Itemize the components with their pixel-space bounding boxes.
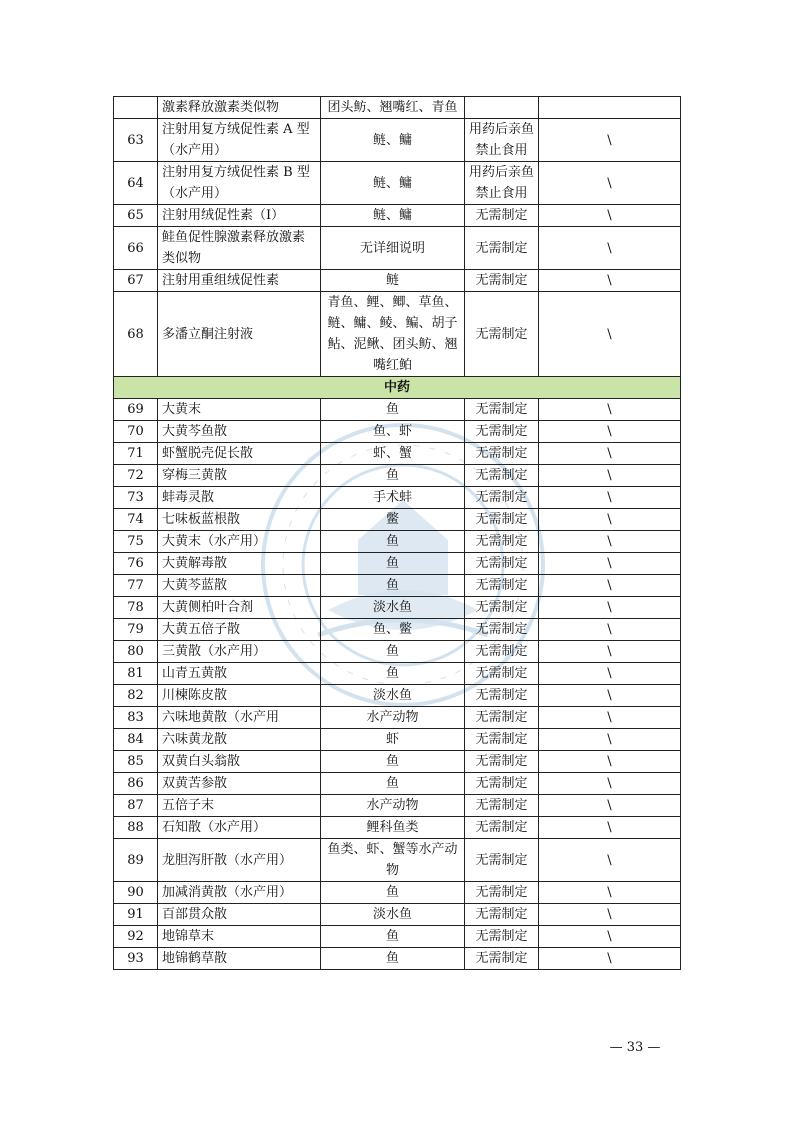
max-residue-limit-cell: \	[539, 227, 681, 270]
table-row	[114, 773, 681, 795]
withdrawal-period-cell: 无需制定	[465, 575, 539, 597]
table-row	[114, 97, 681, 119]
drug-name-cell: 大黄侧柏叶合剂	[158, 597, 321, 619]
drug-name-cell: 七味板蓝根散	[158, 509, 321, 531]
target-species-cell: 鲢	[321, 270, 465, 292]
row-number-cell: 90	[114, 882, 158, 904]
max-residue-limit-cell: \	[539, 773, 681, 795]
drug-name-cell: 双黄苦参散	[158, 773, 321, 795]
table-row	[114, 839, 681, 882]
drug-name-cell: 六味地黄散（水产用	[158, 707, 321, 729]
table-row	[114, 399, 681, 421]
row-number-cell: 77	[114, 575, 158, 597]
withdrawal-period-cell: 无需制定	[465, 641, 539, 663]
max-residue-limit-cell: \	[539, 597, 681, 619]
drug-name-cell: 鲑鱼促性腺激素释放激素类似物	[158, 227, 321, 270]
withdrawal-period-cell: 无需制定	[465, 948, 539, 970]
table-row	[114, 926, 681, 948]
withdrawal-period-cell: 无需制定	[465, 751, 539, 773]
target-species-cell: 鱼	[321, 948, 465, 970]
max-residue-limit-cell: \	[539, 948, 681, 970]
drug-name-cell: 大黄芩鱼散	[158, 421, 321, 443]
target-species-cell: 水产动物	[321, 795, 465, 817]
target-species-cell: 团头鲂、翘嘴红、青鱼	[321, 97, 465, 119]
drug-name-cell: 注射用绒促性素（I）	[158, 205, 321, 227]
target-species-cell: 无详细说明	[321, 227, 465, 270]
max-residue-limit-cell: \	[539, 465, 681, 487]
table-row	[114, 270, 681, 292]
target-species-cell: 鳖	[321, 509, 465, 531]
row-number-cell: 71	[114, 443, 158, 465]
max-residue-limit-cell: \	[539, 904, 681, 926]
table-row	[114, 162, 681, 205]
withdrawal-period-cell: 无需制定	[465, 465, 539, 487]
withdrawal-period-cell: 用药后亲鱼禁止食用	[465, 162, 539, 205]
withdrawal-period-cell: 无需制定	[465, 817, 539, 839]
row-number-cell: 87	[114, 795, 158, 817]
target-species-cell: 鱼	[321, 882, 465, 904]
max-residue-limit-cell: \	[539, 509, 681, 531]
withdrawal-period-cell: 无需制定	[465, 205, 539, 227]
max-residue-limit-cell: \	[539, 292, 681, 377]
table-row	[114, 948, 681, 970]
max-residue-limit-cell: \	[539, 399, 681, 421]
withdrawal-period-cell: 无需制定	[465, 553, 539, 575]
max-residue-limit-cell: \	[539, 729, 681, 751]
withdrawal-period-cell: 无需制定	[465, 795, 539, 817]
withdrawal-period-cell: 无需制定	[465, 729, 539, 751]
max-residue-limit-cell: \	[539, 487, 681, 509]
table-row	[114, 729, 681, 751]
withdrawal-period-cell: 无需制定	[465, 227, 539, 270]
drug-name-cell: 虾蟹脱壳促长散	[158, 443, 321, 465]
row-number-cell: 88	[114, 817, 158, 839]
drug-name-cell: 注射用重组绒促性素	[158, 270, 321, 292]
drug-name-cell: 石知散（水产用）	[158, 817, 321, 839]
row-number-cell: 78	[114, 597, 158, 619]
withdrawal-period-cell: 无需制定	[465, 685, 539, 707]
table-row	[114, 553, 681, 575]
max-residue-limit-cell: \	[539, 817, 681, 839]
withdrawal-period-cell: 无需制定	[465, 773, 539, 795]
drug-name-cell: 多潘立酮注射液	[158, 292, 321, 377]
table-row	[114, 795, 681, 817]
drug-name-cell: 穿梅三黄散	[158, 465, 321, 487]
target-species-cell: 鱼	[321, 553, 465, 575]
target-species-cell: 鱼	[321, 465, 465, 487]
row-number-cell: 86	[114, 773, 158, 795]
withdrawal-period-cell: 无需制定	[465, 531, 539, 553]
target-species-cell: 鲢、鳙	[321, 162, 465, 205]
table-row	[114, 487, 681, 509]
max-residue-limit-cell: \	[539, 641, 681, 663]
withdrawal-period-cell: 无需制定	[465, 597, 539, 619]
row-number-cell: 75	[114, 531, 158, 553]
drug-name-cell: 双黄白头翁散	[158, 751, 321, 773]
table-row	[114, 509, 681, 531]
drug-name-cell: 大黄末（水产用）	[158, 531, 321, 553]
table-row	[114, 205, 681, 227]
section-header-chinese-medicine: 中药	[114, 377, 681, 399]
withdrawal-period-cell: 无需制定	[465, 926, 539, 948]
drug-name-cell: 六味黄龙散	[158, 729, 321, 751]
table-row	[114, 531, 681, 553]
target-species-cell: 淡水鱼	[321, 685, 465, 707]
drug-name-cell: 山青五黄散	[158, 663, 321, 685]
withdrawal-period-cell: 用药后亲鱼禁止食用	[465, 119, 539, 162]
max-residue-limit-cell: \	[539, 839, 681, 882]
drug-name-cell: 川楝陈皮散	[158, 685, 321, 707]
max-residue-limit-cell: \	[539, 882, 681, 904]
target-species-cell: 鱼	[321, 663, 465, 685]
table-row	[114, 597, 681, 619]
row-number-cell: 82	[114, 685, 158, 707]
row-number-cell: 66	[114, 227, 158, 270]
target-species-cell: 鱼、虾	[321, 421, 465, 443]
table-row	[114, 619, 681, 641]
row-number-cell: 74	[114, 509, 158, 531]
row-number-cell: 65	[114, 205, 158, 227]
table-body-top	[114, 97, 681, 377]
table-row	[114, 443, 681, 465]
max-residue-limit-cell: \	[539, 663, 681, 685]
drug-name-cell: 蚌毒灵散	[158, 487, 321, 509]
row-number-cell: 64	[114, 162, 158, 205]
target-species-cell: 鱼	[321, 575, 465, 597]
drug-name-cell: 五倍子末	[158, 795, 321, 817]
max-residue-limit-cell: \	[539, 553, 681, 575]
row-number-cell: 92	[114, 926, 158, 948]
table-body-bottom	[114, 399, 681, 970]
row-number-cell: 83	[114, 707, 158, 729]
target-species-cell: 淡水鱼	[321, 597, 465, 619]
drug-name-cell: 大黄末	[158, 399, 321, 421]
drug-name-cell: 激素释放激素类似物	[158, 97, 321, 119]
target-species-cell: 鱼、鳖	[321, 619, 465, 641]
withdrawal-period-cell: 无需制定	[465, 292, 539, 377]
target-species-cell: 虾	[321, 729, 465, 751]
table-row	[114, 119, 681, 162]
drug-name-cell: 地锦鹤草散	[158, 948, 321, 970]
row-number-cell: 68	[114, 292, 158, 377]
max-residue-limit-cell: \	[539, 531, 681, 553]
row-number-cell: 73	[114, 487, 158, 509]
row-number-cell: 84	[114, 729, 158, 751]
target-species-cell: 鱼	[321, 751, 465, 773]
target-species-cell: 淡水鱼	[321, 904, 465, 926]
drug-name-cell: 百部贯众散	[158, 904, 321, 926]
target-species-cell: 鱼	[321, 399, 465, 421]
withdrawal-period-cell: 无需制定	[465, 839, 539, 882]
target-species-cell: 鱼	[321, 641, 465, 663]
row-number-cell: 89	[114, 839, 158, 882]
row-number-cell: 69	[114, 399, 158, 421]
target-species-cell: 手术蚌	[321, 487, 465, 509]
max-residue-limit-cell: \	[539, 119, 681, 162]
target-species-cell: 鲢、鳙	[321, 205, 465, 227]
target-species-cell: 青鱼、鲤、鲫、草鱼、鲢、鳙、鲮、鳊、胡子鲇、泥鳅、团头鲂、翘嘴红鲌	[321, 292, 465, 377]
withdrawal-period-cell: 无需制定	[465, 619, 539, 641]
target-species-cell: 鱼	[321, 926, 465, 948]
max-residue-limit-cell: \	[539, 926, 681, 948]
drug-name-cell: 大黄五倍子散	[158, 619, 321, 641]
max-residue-limit-cell	[539, 97, 681, 119]
withdrawal-period-cell: 无需制定	[465, 509, 539, 531]
max-residue-limit-cell: \	[539, 795, 681, 817]
target-species-cell: 鱼	[321, 531, 465, 553]
table-row	[114, 751, 681, 773]
table-row	[114, 227, 681, 270]
max-residue-limit-cell: \	[539, 270, 681, 292]
withdrawal-period-cell: 无需制定	[465, 270, 539, 292]
drug-name-cell: 地锦草末	[158, 926, 321, 948]
row-number-cell: 79	[114, 619, 158, 641]
drug-name-cell: 注射用复方绒促性素 A 型（水产用）	[158, 119, 321, 162]
drug-name-cell: 加减消黄散（水产用）	[158, 882, 321, 904]
target-species-cell: 水产动物	[321, 707, 465, 729]
table-row	[114, 663, 681, 685]
target-species-cell: 鱼	[321, 773, 465, 795]
section-row	[114, 377, 681, 399]
row-number-cell: 80	[114, 641, 158, 663]
drug-name-cell: 大黄解毒散	[158, 553, 321, 575]
target-species-cell: 虾、蟹	[321, 443, 465, 465]
row-number-cell: 93	[114, 948, 158, 970]
max-residue-limit-cell: \	[539, 619, 681, 641]
row-number-cell	[114, 97, 158, 119]
withdrawal-period-cell: 无需制定	[465, 707, 539, 729]
table-row	[114, 465, 681, 487]
max-residue-limit-cell: \	[539, 575, 681, 597]
target-species-cell: 鱼类、虾、蟹等水产动物	[321, 839, 465, 882]
table-row	[114, 685, 681, 707]
max-residue-limit-cell: \	[539, 205, 681, 227]
row-number-cell: 63	[114, 119, 158, 162]
withdrawal-period-cell	[465, 97, 539, 119]
aquaculture-drug-table	[113, 96, 681, 970]
max-residue-limit-cell: \	[539, 162, 681, 205]
max-residue-limit-cell: \	[539, 751, 681, 773]
withdrawal-period-cell: 无需制定	[465, 399, 539, 421]
drug-name-cell: 三黄散（水产用）	[158, 641, 321, 663]
max-residue-limit-cell: \	[539, 421, 681, 443]
table-row	[114, 707, 681, 729]
row-number-cell: 70	[114, 421, 158, 443]
table-row	[114, 421, 681, 443]
target-species-cell: 鲢、鳙	[321, 119, 465, 162]
withdrawal-period-cell: 无需制定	[465, 487, 539, 509]
withdrawal-period-cell: 无需制定	[465, 663, 539, 685]
drug-name-cell: 龙胆泻肝散（水产用）	[158, 839, 321, 882]
row-number-cell: 91	[114, 904, 158, 926]
row-number-cell: 72	[114, 465, 158, 487]
withdrawal-period-cell: 无需制定	[465, 443, 539, 465]
table-row	[114, 292, 681, 377]
row-number-cell: 81	[114, 663, 158, 685]
withdrawal-period-cell: 无需制定	[465, 421, 539, 443]
max-residue-limit-cell: \	[539, 685, 681, 707]
page-number: — 33 —	[609, 1040, 661, 1055]
drug-name-cell: 注射用复方绒促性素 B 型（水产用）	[158, 162, 321, 205]
withdrawal-period-cell: 无需制定	[465, 882, 539, 904]
row-number-cell: 85	[114, 751, 158, 773]
max-residue-limit-cell: \	[539, 707, 681, 729]
table-row	[114, 904, 681, 926]
table-row	[114, 575, 681, 597]
table-row	[114, 882, 681, 904]
max-residue-limit-cell: \	[539, 443, 681, 465]
table-row	[114, 641, 681, 663]
table-row	[114, 817, 681, 839]
drug-name-cell: 大黄芩蓝散	[158, 575, 321, 597]
withdrawal-period-cell: 无需制定	[465, 904, 539, 926]
row-number-cell: 67	[114, 270, 158, 292]
target-species-cell: 鲤科鱼类	[321, 817, 465, 839]
row-number-cell: 76	[114, 553, 158, 575]
